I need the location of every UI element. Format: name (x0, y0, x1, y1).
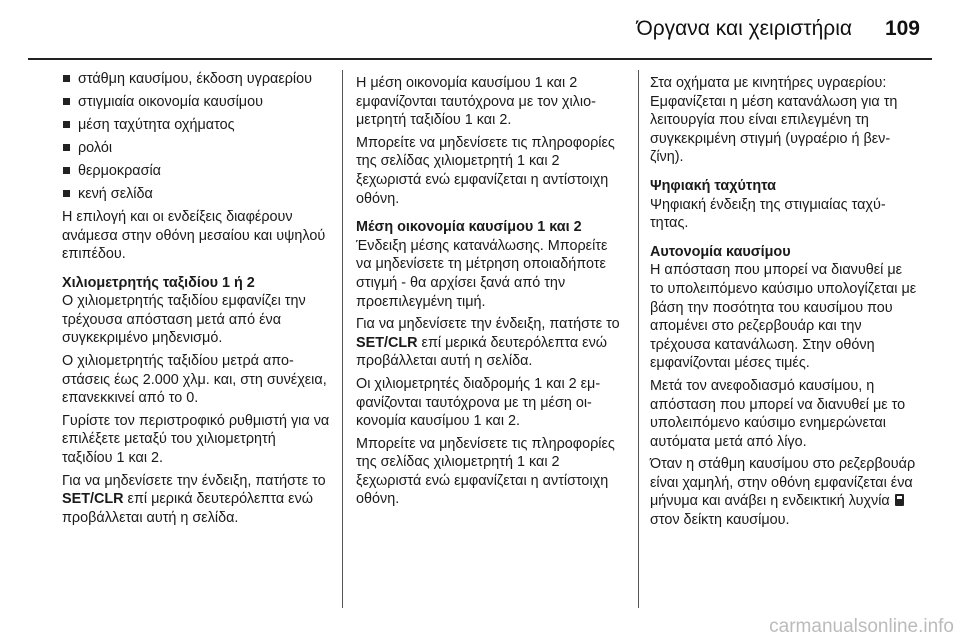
set-clr-key-label: SET/CLR (62, 491, 124, 508)
paragraph: Στα οχήματα με κινητήρες υγραερίου: Εμφανίζεται η μέση κατανάλωση για τη λειτουργία που είναι επιλεγμένη τη συγκεκριμένη στιγμή (υγραέριο ή βενζίνη). (650, 75, 898, 166)
list-item: στιγμιαία οικονομία καυσίμου (62, 93, 330, 112)
section-heading-digital-speed: Ψηφιακή ταχύτητα (650, 177, 776, 194)
text: Για να μηδενίσετε την ένδειξη, πατήστε το (356, 316, 620, 333)
paragraph-reset-instructions (62, 472, 330, 528)
text: Για να μηδενίσετε την ένδειξη, πατήστε το (62, 472, 326, 489)
set-clr-key-label: SET/CLR (356, 334, 418, 351)
column-left (62, 70, 330, 531)
column-divider (638, 70, 639, 608)
list-item: κενή σελίδα (62, 185, 330, 204)
paragraph-low-fuel (650, 455, 918, 529)
paragraph: Γυρίστε τον περιστροφικό ρυθμιστή για να επιλέξετε μεταξύ του χιλιομετρητή ταξιδίου 1 και 2. (62, 412, 330, 467)
paragraph: Ο χιλιομετρητής ταξιδίου μετρά αποστάσεις έως 2.000 χλμ. και, στη συνέχεια, επανεκκινεί από το 0. (62, 353, 327, 407)
text: επί μερικά δευτερόλεπτα ενώ προβάλλεται αυτή η σελίδα. (62, 491, 314, 526)
paragraph: Η μέση οικονομία καυσίμου 1 και 2 εμφανίζονται ταυτόχρονα με τον χιλιομετρητή ταξιδίου 1 και 2. (356, 75, 596, 129)
section-heading-average-fuel-economy: Μέση οικονομία καυσίμου 1 και 2 (356, 219, 582, 236)
section-heading-fuel-range: Αυτονομία καυσίμου (650, 243, 791, 260)
section-heading-trip-odometer: Χιλιομετρητής ταξιδίου 1 ή 2 (62, 274, 255, 291)
page-title: Όργανα και χειριστήρια (636, 17, 852, 40)
paragraph: Μπορείτε να μηδενίσετε τις πληροφορίες της σελίδας χιλιομετρητή 1 και 2 ξεχωριστά ενώ εμφανίζεται η αντίστοιχη οθόνη. (356, 134, 615, 207)
text: Όταν η στάθμη καυσίμου στο ρεζερβουάρ είναι χαμηλή, στην οθόνη εμφανίζεται ένα μήνυμα και ανάβει η ενδεικτική λυχνία (650, 456, 916, 510)
paragraph: Μετά τον ανεφοδιασμό καυσίμου, η απόσταση που μπορεί να διανυθεί με το υπολειπόμενο καύσιμο ενημερώνεται αυτόματα μετά από λίγο. (650, 377, 906, 450)
paragraph: Οι χιλιομετρητές διαδρομής 1 και 2 εμφανίζονται ταυτόχρονα με τη μέση οικονομία καυσίμου 1 και 2. (356, 375, 601, 430)
list-item: θερμοκρασία (62, 162, 330, 181)
display-pages-list (62, 70, 330, 204)
page-number: 109 (884, 17, 920, 40)
list-item: ρολόι (62, 139, 330, 158)
intro-paragraph: Η επιλογή και οι ενδείξεις διαφέρουν ανάμεσα στην οθόνη μεσαίου και υψηλού επιπέδου. (62, 208, 326, 263)
text: επί μερικά δευτερόλεπτα ενώ προβάλλεται αυτή η σελίδα. (356, 334, 608, 370)
header-rule (28, 58, 932, 60)
column-divider (342, 70, 343, 608)
paragraph: Ένδειξη μέσης κατανάλωσης. Μπορείτε να μηδενίσετε τη μέτρηση οποιαδήποτε στιγμή - θα αρχίσει ξανά από την προεπιλεγμένη τιμή. (356, 237, 608, 310)
list-item: στάθμη καυσίμου, έκδοση υγραερίου (62, 70, 330, 89)
fuel-pump-icon (895, 494, 904, 506)
paragraph: Ψηφιακή ένδειξη της στιγμιαίας ταχύτητας. (650, 196, 886, 232)
text: στον δείκτη καυσίμου. (650, 512, 790, 529)
paragraph-reset-instructions (356, 315, 624, 371)
list-item: μέση ταχύτητα οχήματος (62, 116, 330, 135)
column-middle (356, 70, 624, 513)
paragraph: Μπορείτε να μηδενίσετε τις πληροφορίες της σελίδας χιλιομετρητή 1 και 2 ξεχωριστά ενώ εμφανίζεται η αντίστοιχη οθόνη. (356, 435, 615, 508)
page-header (0, 0, 960, 62)
watermark: carmanualsonline.info (769, 616, 954, 637)
paragraph: Η απόσταση που μπορεί να διανυθεί με το υπολειπόμενο καύσιμο υπολογίζεται με βάση την ποσότητα του καυσίμου που απομένει στο ρεζερβουάρ και την τρέχουσα κατανάλωση. Στην οθόνη εμφανίζονται μέσες τιμές. (650, 262, 917, 372)
paragraph: Ο χιλιομετρητής ταξιδίου εμφανίζει την τρέχουσα απόσταση μετά από ένα συγκεκριμένο μηδενισμό. (62, 293, 306, 347)
column-right (650, 70, 918, 534)
